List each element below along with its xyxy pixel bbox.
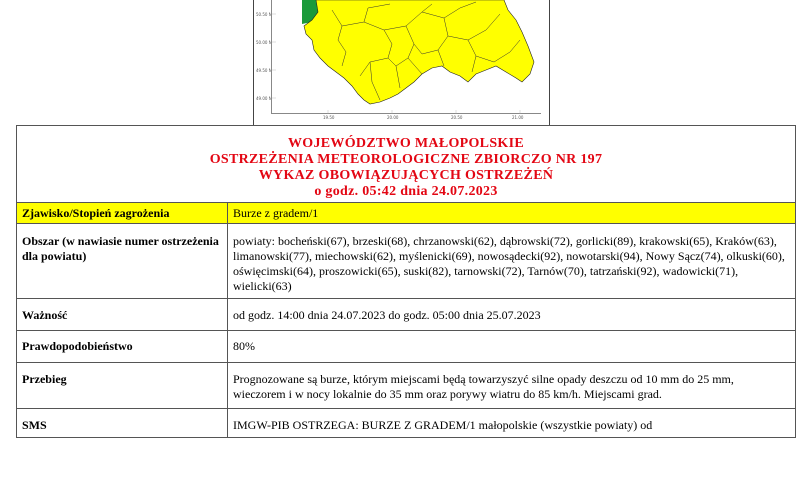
map-lon-label: 20.00 [387,115,399,120]
map-lon-label: 20.50 [451,115,463,120]
course-row [17,363,796,409]
phenomenon-row [17,203,796,224]
map-plot-area [271,0,541,114]
probability-row [17,331,796,363]
active-warnings-title: WYKAZ OBOWIĄZUJĄCYCH OSTRZEŻEŃ [258,168,554,183]
warning-map [253,0,550,126]
phenomenon-value: Burze z gradem/1 [228,203,796,224]
area-value: powiaty: bocheński(67), brzeski(68), chrzanowski(62), dąbrowski(72), gorlicki(89), krakowski(65), Kraków(63), limanowski(77), miechowski(62), myślenicki(69), nowosądecki(92), nowotarski(94), Nowy Sącz(74), olkuski(60), oświęcimski(64), proszowicki(65), suski(82), tarnowski(72), Tarnów(70), tatrzański(92), wadowicki(71), wielicki(63) [228,224,796,299]
warning-collective-title: OSTRZEŻENIA METEOROLOGICZNE ZBIORCZO NR 197 [209,152,603,167]
probability-value: 80% [228,331,796,363]
voivodeship-title: WOJEWÓDZTWO MAŁOPOLSKIE [288,136,524,151]
map-lon-label: 21.00 [512,115,524,120]
map-lat-label: 50.50 N [256,12,272,17]
region-shape [304,0,534,104]
validity-row [17,299,796,331]
course-label: Przebieg [17,363,228,409]
probability-label: Prawdopodobieństwo [17,331,228,363]
area-label: Obszar (w nawiasie numer ostrzeżenia dla powiatu) [17,224,228,299]
header-row [17,126,796,203]
malopolska-region-map [272,0,542,114]
warning-table [16,125,796,438]
validity-value: od godz. 14:00 dnia 24.07.2023 do godz. 05:00 dnia 25.07.2023 [228,299,796,331]
map-lat-label: 50.00 N [256,40,272,45]
phenomenon-label: Zjawisko/Stopień zagrożenia [17,203,228,224]
map-lat-label: 49.50 N [256,68,272,73]
sms-row [17,409,796,438]
course-value: Prognozowane są burze, którym miejscami będą towarzyszyć silne opady deszczu od 10 mm do 25 mm, wieczorem i w nocy lokalnie do 35 mm oraz porywy wiatru do 85 km/h. Miejscami grad. [228,363,796,409]
header-cell [17,126,796,203]
sms-value: IMGW-PIB OSTRZEGA: BURZE Z GRADEM/1 małopolskie (wszystkie powiaty) od [228,409,796,438]
map-lat-label: 49.00 N [256,96,272,101]
sms-label: SMS [17,409,228,438]
issue-time: o godz. 05:42 dnia 24.07.2023 [314,184,498,199]
area-row [17,224,796,299]
validity-label: Ważność [17,299,228,331]
map-lon-label: 19.50 [323,115,335,120]
